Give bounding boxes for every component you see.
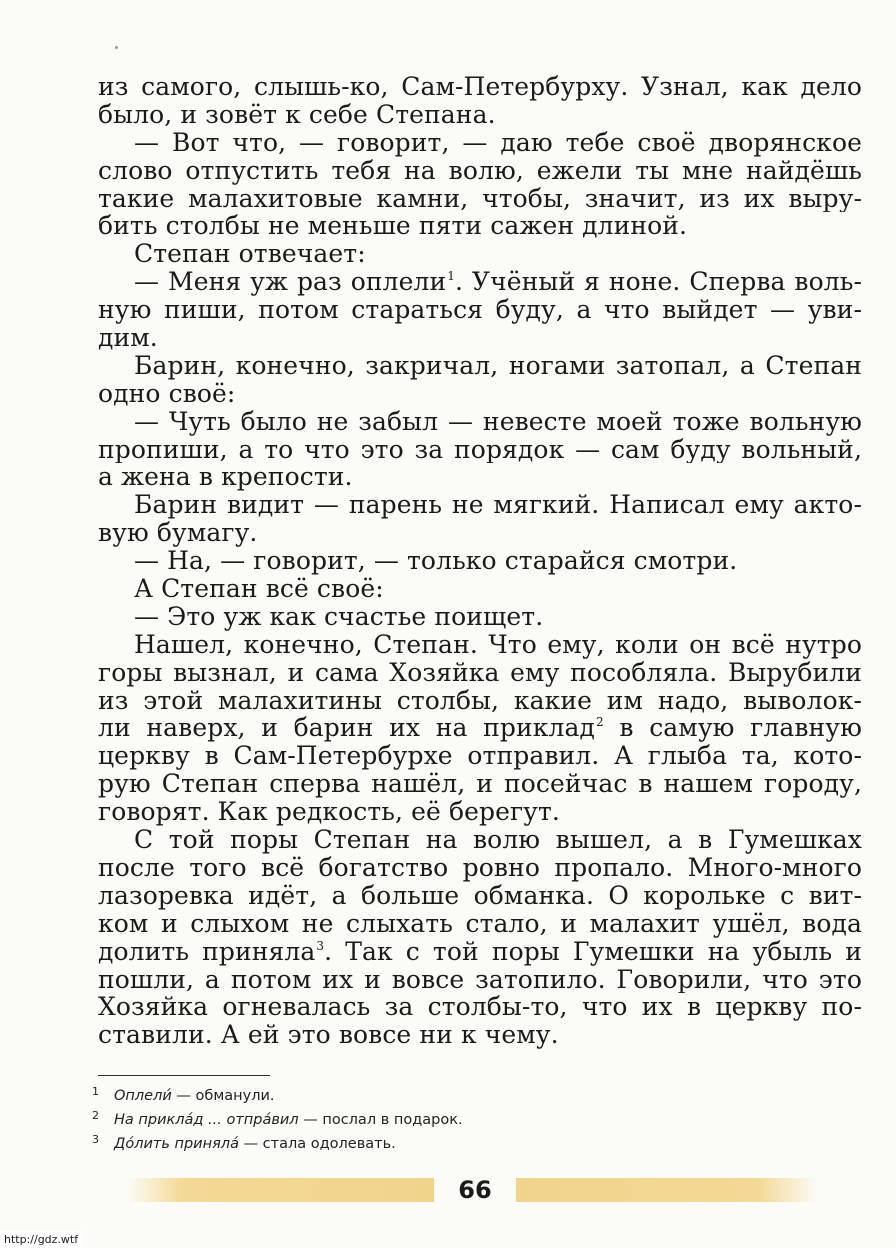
- footnote: [92, 1082, 692, 1106]
- text-line: [98, 714, 862, 742]
- text-line: [98, 659, 862, 687]
- text-line: [98, 631, 862, 659]
- text-line: [98, 910, 862, 938]
- text-line-content: — Это уж как счастье поищет.: [134, 602, 544, 631]
- text-line-content: было, и зовёт к себе Степана.: [98, 100, 496, 129]
- text-line-content: ли наверх, и барин их на приклад: [98, 714, 595, 743]
- footnote-number: 3: [92, 1133, 99, 1146]
- text-line-content: Хозяйка огневалась за столбы-то, что их в церкву по-: [98, 993, 862, 1022]
- footnote: [92, 1106, 692, 1130]
- text-line: [98, 854, 862, 882]
- page-number: 66: [458, 1176, 492, 1204]
- text-line: [98, 770, 862, 798]
- text-line-content: церкву в Сам-Петербурхе отправил. А глыба та, кото-: [98, 742, 862, 771]
- text-line-continuation: . Учёный я ноне. Сперва воль-: [454, 268, 862, 297]
- text-line: [98, 1021, 862, 1049]
- text-line: [98, 463, 862, 491]
- text-line: [98, 352, 862, 380]
- text-line: [98, 938, 862, 966]
- text-line: [98, 157, 862, 185]
- text-line-content: пошли, а потом их и вовсе затопило. Говорили, что это: [98, 965, 862, 994]
- text-line-content: после того всё богатство ровно пропало. Много-много: [98, 853, 862, 882]
- text-line: [98, 687, 862, 715]
- text-line-content: а жена в крепости.: [98, 463, 353, 492]
- text-line: [98, 547, 862, 575]
- speck: [115, 46, 118, 49]
- text-line: [98, 296, 862, 324]
- footnote-separator: [98, 1075, 270, 1076]
- text-line-content: Барин, конечно, закричал, ногами затопал, а Степан: [134, 351, 862, 380]
- text-line-content: — Чуть было не забыл — невесте моей тоже вольную: [134, 407, 862, 436]
- text-line-content: лазоревка идёт, а больше обманка. О корольке с вит-: [98, 881, 862, 910]
- text-line-content: Нашел, конечно, Степан. Что ему, коли он всё нутро: [134, 630, 862, 659]
- text-line-content: ком и слыхом не слыхать стало, и малахит ушёл, вода: [98, 909, 862, 938]
- footnotes: [92, 1082, 692, 1154]
- text-line-content: Степан отвечает:: [134, 240, 366, 269]
- text-line-content: слово отпустить тебя на волю, ежели ты мне найдёшь: [98, 156, 862, 185]
- text-line: [98, 436, 862, 464]
- text-line: [98, 408, 862, 436]
- text-line-content: — Вот что, — говорит, — даю тебе своё дворянское: [134, 128, 862, 157]
- text-line: [98, 380, 862, 408]
- text-line: [98, 129, 862, 157]
- text-line: [98, 826, 862, 854]
- footnote-term: Оплели́: [114, 1088, 172, 1104]
- text-line-content: рую Степан сперва нашёл, и посейчас в нашем городу,: [98, 770, 862, 799]
- text-line-content: бить столбы не меньше пяти сажен длиной.: [98, 212, 688, 241]
- text-line: [98, 324, 862, 352]
- text-line: [98, 185, 862, 213]
- page-number-band-right: [516, 1178, 818, 1202]
- page-number-band-left: [128, 1178, 434, 1202]
- footnote-marker: 3: [316, 938, 325, 953]
- text-line-content: С той поры Степан на волю вышел, а в Гумешках: [134, 826, 862, 854]
- text-line-content: такие малахитовые камни, чтобы, значит, из их выру-: [98, 184, 862, 213]
- text-line-content: одно своё:: [98, 379, 236, 408]
- text-line: [98, 73, 862, 101]
- text-line-continuation: . Так с той поры Гумешки на убыль и: [324, 937, 862, 966]
- text-line: [98, 240, 862, 268]
- text-line-content: — На, — говорит, — только старайся смотри.: [134, 547, 738, 576]
- text-line-content: ную пиши, потом стараться буду, а что выйдет — уви-: [98, 296, 862, 325]
- footnote-definition: — послал в подарок.: [298, 1112, 463, 1128]
- body-text: [98, 73, 862, 1049]
- text-line: [98, 993, 862, 1021]
- footnote-marker: 1: [447, 269, 455, 284]
- text-line: [98, 212, 862, 240]
- footnote-number: 1: [92, 1085, 99, 1098]
- footnote-term: До́лить приняла́: [114, 1136, 239, 1152]
- footnote-definition: — стала одолевать.: [238, 1136, 396, 1152]
- watermark-link[interactable]: http://gdz.wtf: [0, 1231, 82, 1248]
- text-line-content: горы вызнал, и сама Хозяйка ему пособляла. Вырубили: [98, 658, 862, 687]
- text-line-content: из этой малахитины столбы, какие им надо, выволок-: [98, 686, 862, 715]
- text-line-content: вую бумагу.: [98, 519, 258, 548]
- text-line: [98, 603, 862, 631]
- text-line-content: Барин видит — парень не мягкий. Написал ему акто-: [134, 491, 862, 520]
- text-line-content: ставили. А ей это вовсе ни к чему.: [98, 1021, 559, 1050]
- text-line-content: пропиши, а то что это за порядок — сам буду вольный,: [98, 435, 862, 464]
- text-line: [98, 742, 862, 770]
- text-line: [98, 575, 862, 603]
- text-line: [98, 268, 862, 296]
- footnote: [92, 1130, 692, 1154]
- text-line-content: долить приняла: [98, 937, 316, 966]
- text-line: [98, 101, 862, 129]
- text-line: [98, 966, 862, 994]
- text-line-content: — Меня уж раз оплели: [134, 268, 447, 297]
- text-line: [98, 519, 862, 547]
- footnote-definition: — обманули.: [171, 1088, 275, 1104]
- footnote-term: На прикла́д ... отпра́вил: [114, 1112, 299, 1128]
- text-line: [98, 491, 862, 519]
- text-line-content: А Степан всё своё:: [134, 575, 384, 603]
- text-line-content: из самого, слышь-ко, Сам-Петербурху. Узнал, как дело: [98, 73, 862, 101]
- text-line-content: дим.: [98, 324, 158, 352]
- text-line-content: говорят. Как редкость, её берегут.: [98, 798, 560, 827]
- text-line: [98, 882, 862, 910]
- text-line: [98, 798, 862, 826]
- text-line-continuation: в самую главную: [603, 714, 862, 743]
- footnote-marker: 2: [595, 715, 604, 730]
- footnote-number: 2: [92, 1109, 99, 1122]
